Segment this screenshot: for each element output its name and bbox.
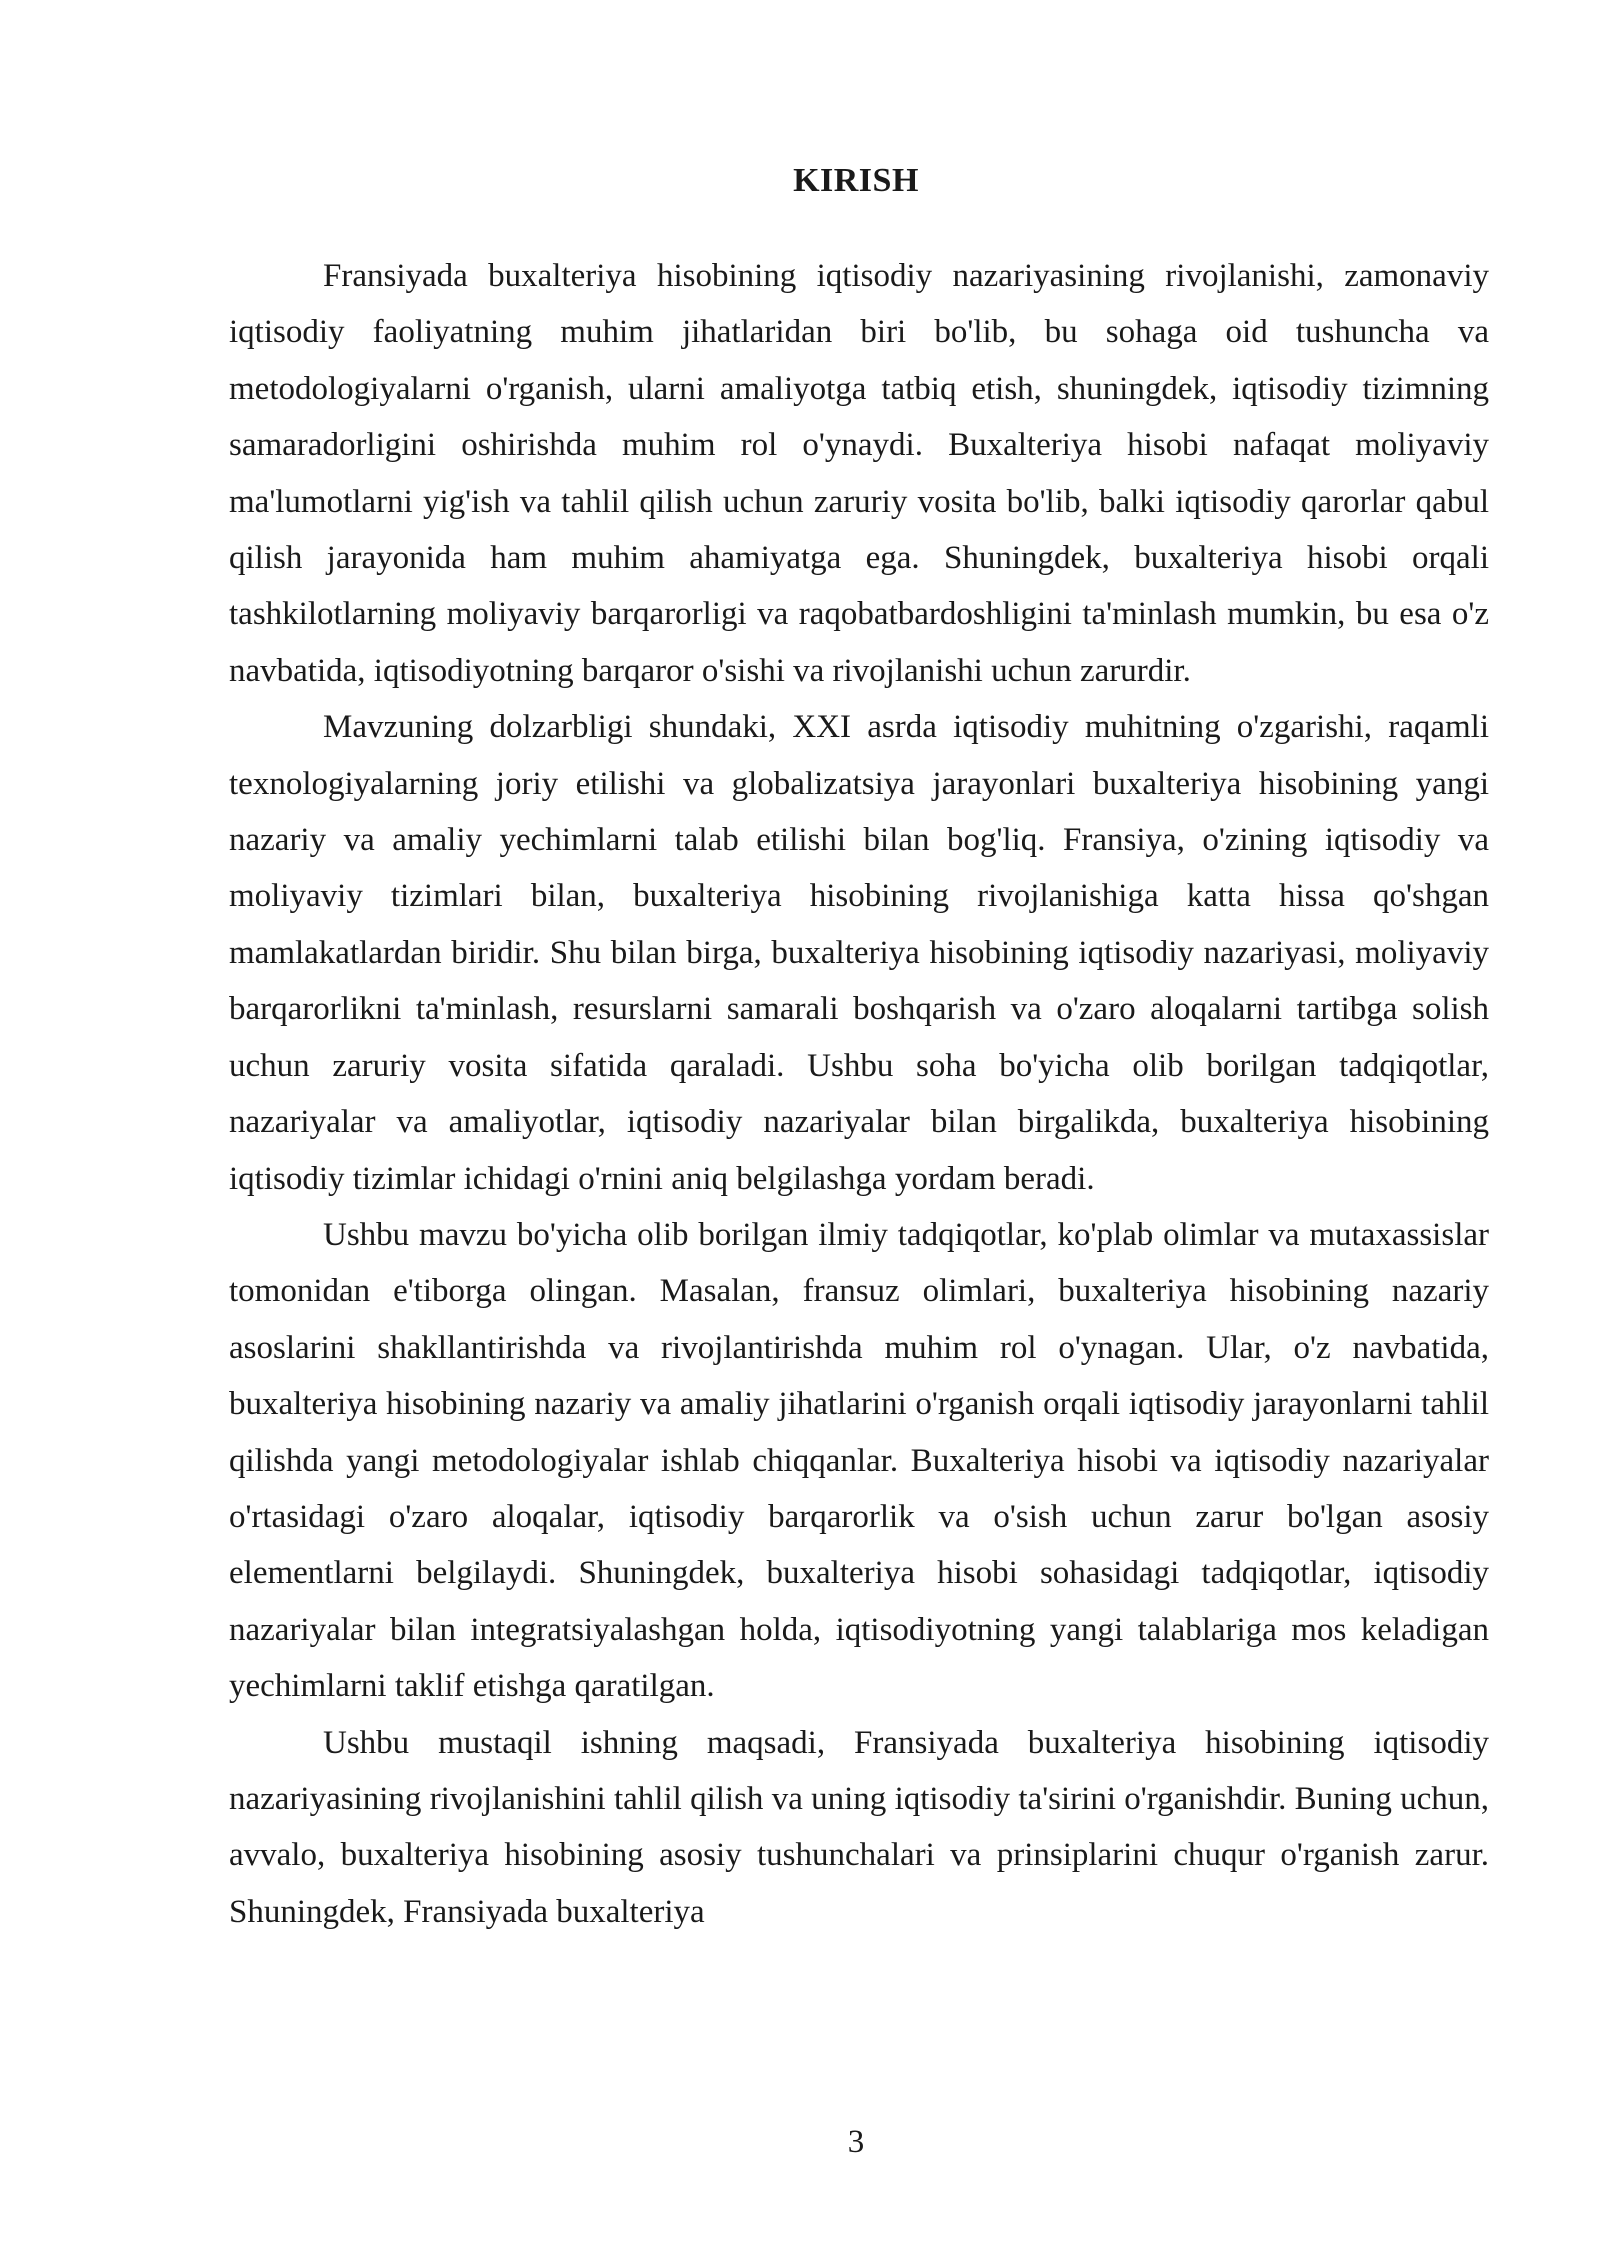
paragraph: Ushbu mavzu bo'yicha olib borilgan ilmiy tadqiqotlar, ko'plab olimlar va mutaxassislar tomonidan e'tiborga olingan. Masalan, fransuz olimlari, buxalteriya hisobining nazariy asoslarini shakllantirishda va rivojlantirishda muhim rol o'ynagan. Ular, o'z navbatida, buxalteriya hisobining nazariy va amaliy jihatlarini o'rganish orqali iqtisodiy jarayonlarni tahlil qilishda yangi metodologiyalar ishlab chiqqanlar. Buxalteriya hisobi va iqtisodiy nazariyalar o'rtasidagi o'zaro aloqalar, iqtisodiy barqarorlik va o'sish uchun zarur bo'lgan asosiy elementlarni belgilaydi. Shuningdek, buxalteriya hisobi sohasidagi tadqiqotlar, iqtisodiy nazariyalar bilan integratsiyalashgan holda, iqtisodiyotning yangi talablariga mos keladigan yechimlarni taklif etishga qaratilgan. — [229, 1216, 1489, 1705]
body-text — [229, 248, 1489, 1940]
page-number: 3 — [847, 2124, 865, 2160]
paragraph: Mavzuning dolzarbligi shundaki, XXI asrda iqtisodiy muhitning o'zgarishi, raqamli texnologiyalarning joriy etilishi va globalizatsiya jarayonlari buxalteriya hisobining yangi nazariy va amaliy yechimlarni talab etilishi bilan bog'liq. Fransiya, o'zining iqtisodiy va moliyaviy tizimlari bilan, buxalteriya hisobining rivojlanishiga katta hissa qo'shgan mamlakatlardan biridir. Shu bilan birga, buxalteriya hisobining iqtisodiy nazariyasi, moliyaviy barqarorlikni ta'minlash, resurslarni samarali boshqarish va o'zaro aloqalarni tartibga solish uchun zaruriy vosita sifatida qaraladi. Ushbu soha bo'yicha olib borilgan tadqiqotlar, nazariyalar va amaliyotlar, iqtisodiy nazariyalar bilan birgalikda, buxalteriya hisobining iqtisodiy tizimlar ichidagi o'rnini aniq belgilashga yordam beradi. — [229, 709, 1489, 1197]
paragraph: Fransiyada buxalteriya hisobining iqtisodiy nazariyasining rivojlanishi, zamonaviy iqtisodiy faoliyatning muhim jihatlaridan biri bo'lib, bu sohaga oid tushuncha va metodologiyalarni o'rganish, ularni amaliyotga tatbiq etish, shuningdek, iqtisodiy tizimning samaradorligini oshirishda muhim rol o'ynaydi. Buxalteriya hisobi nafaqat moliyaviy ma'lumotlarni yig'ish va tahlil qilish uchun zaruriy vosita bo'lib, balki iqtisodiy qarorlar qabul qilish jarayonida ham muhim ahamiyatga ega. Shuningdek, buxalteriya hisobi orqali tashkilotlarning moliyaviy barqarorligi va raqobatbardoshligini ta'minlash mumkin, bu esa o'z navbatida, iqtisodiyotning barqaror o'sishi va rivojlanishi uchun zarurdir. — [229, 258, 1489, 689]
section-heading: KIRISH — [793, 162, 919, 199]
paragraph: Ushbu mustaqil ishning maqsadi, Fransiyada buxalteriya hisobining iqtisodiy nazariyasining rivojlanishini tahlil qilish va uning iqtisodiy ta'sirini o'rganishdir. Buning uchun, avvalo, buxalteriya hisobining asosiy tushunchalari va prinsiplarini chuqur o'rganish zarur. Shuningdek, Fransiyada buxalteriya — [229, 1724, 1489, 1930]
